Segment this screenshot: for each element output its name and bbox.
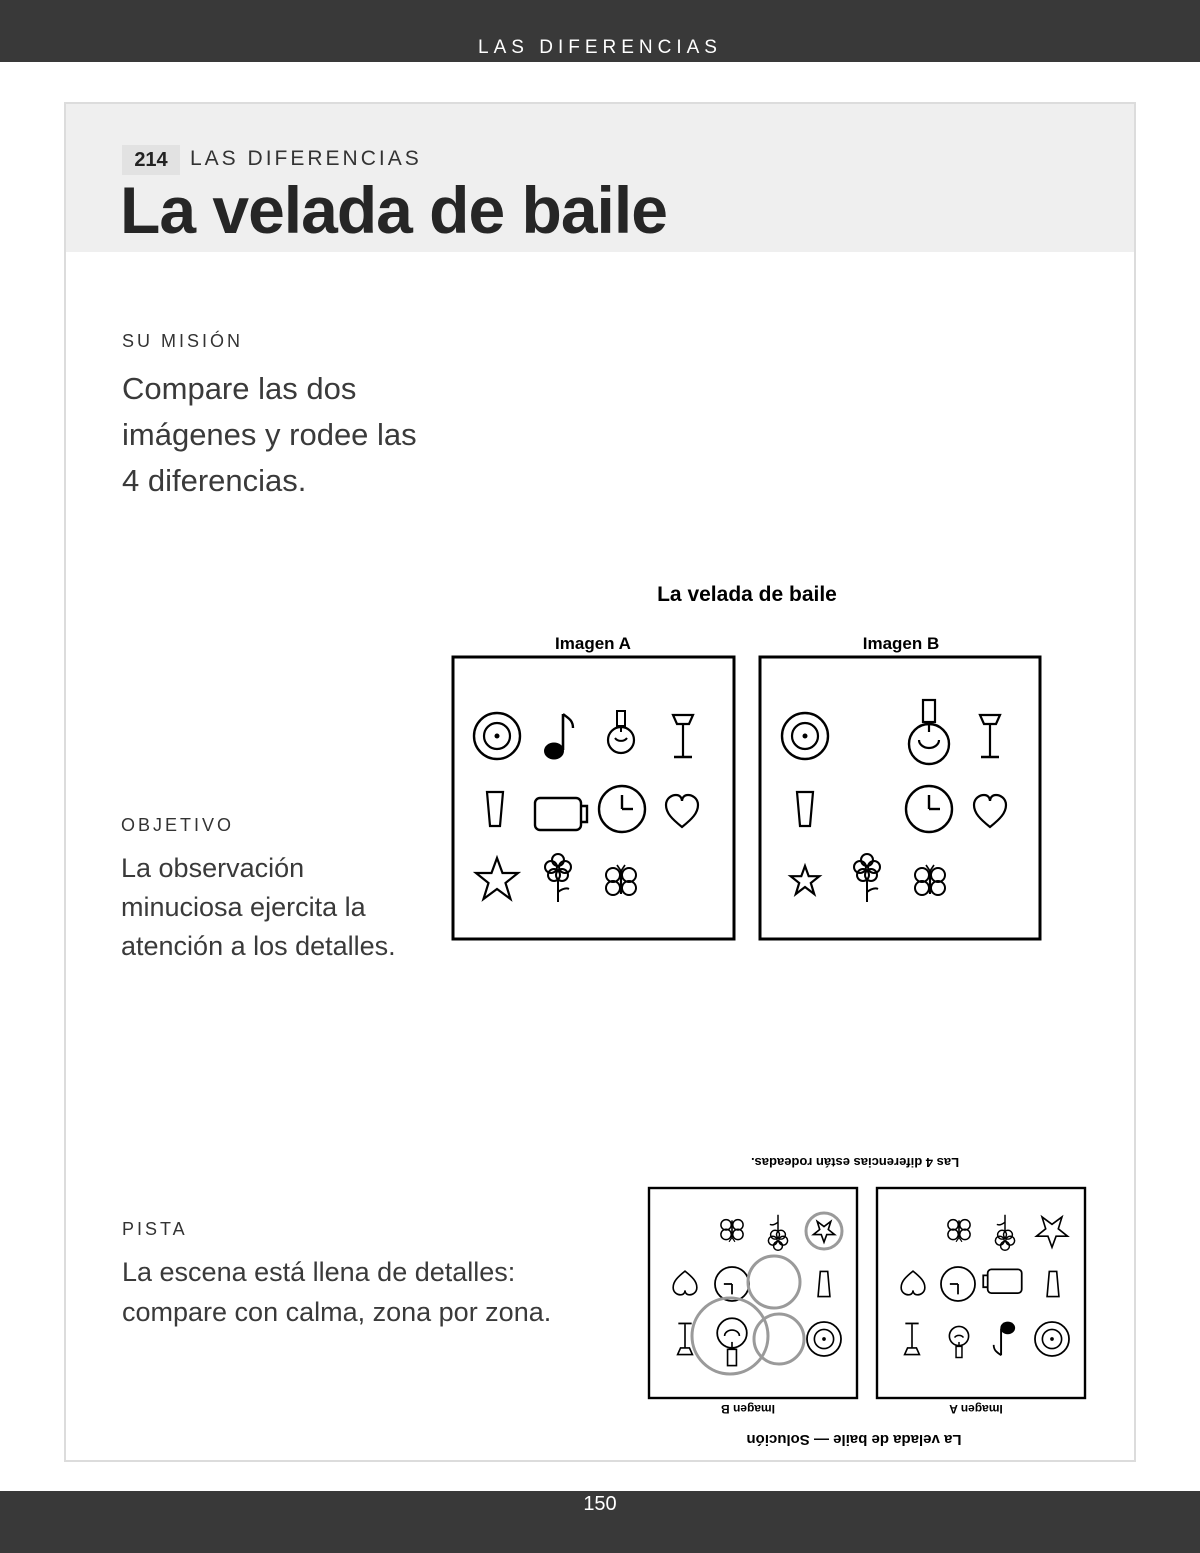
solution-image-b-panel <box>649 1188 857 1398</box>
solution-image-b-label: Imagen B <box>720 1402 776 1416</box>
image-b-label: Imagen B <box>862 634 940 653</box>
image-b-panel <box>760 657 1040 939</box>
objective-label: OBJETIVO <box>121 815 235 835</box>
image-a-label: Imagen A <box>555 634 631 653</box>
solution-figure <box>622 1150 1087 1460</box>
solution-caption: Las 4 diferencias están rodeadas. <box>750 1155 960 1170</box>
solution-image-a-label: Imagen A <box>949 1402 1003 1416</box>
page-number: 150 <box>583 1493 617 1515</box>
puzzle-figure <box>440 570 1060 950</box>
hint-label: PISTA <box>122 1219 188 1239</box>
puzzle-category: LAS DIFERENCIAS <box>190 147 422 170</box>
solution-title: La velada de baile — Solución <box>746 1431 962 1448</box>
objective-text: La observación minuciosa ejercita la atención a los detalles. <box>121 853 396 961</box>
solution-image-a-panel <box>877 1188 1085 1398</box>
hint-text: La escena está llena de detalles: compare con calma, zona por zona. <box>122 1257 552 1327</box>
puzzle-title: La velada de baile <box>120 173 667 247</box>
figure-title: La velada de baile <box>657 583 837 606</box>
mission-label: SU MISIÓN <box>122 331 244 351</box>
running-title: LAS DIFERENCIAS <box>478 37 722 58</box>
puzzle-number: 214 <box>122 145 180 175</box>
mission-text: Compare las dos imágenes y rodee las 4 diferencias. <box>122 371 417 498</box>
image-a-panel <box>453 657 734 939</box>
